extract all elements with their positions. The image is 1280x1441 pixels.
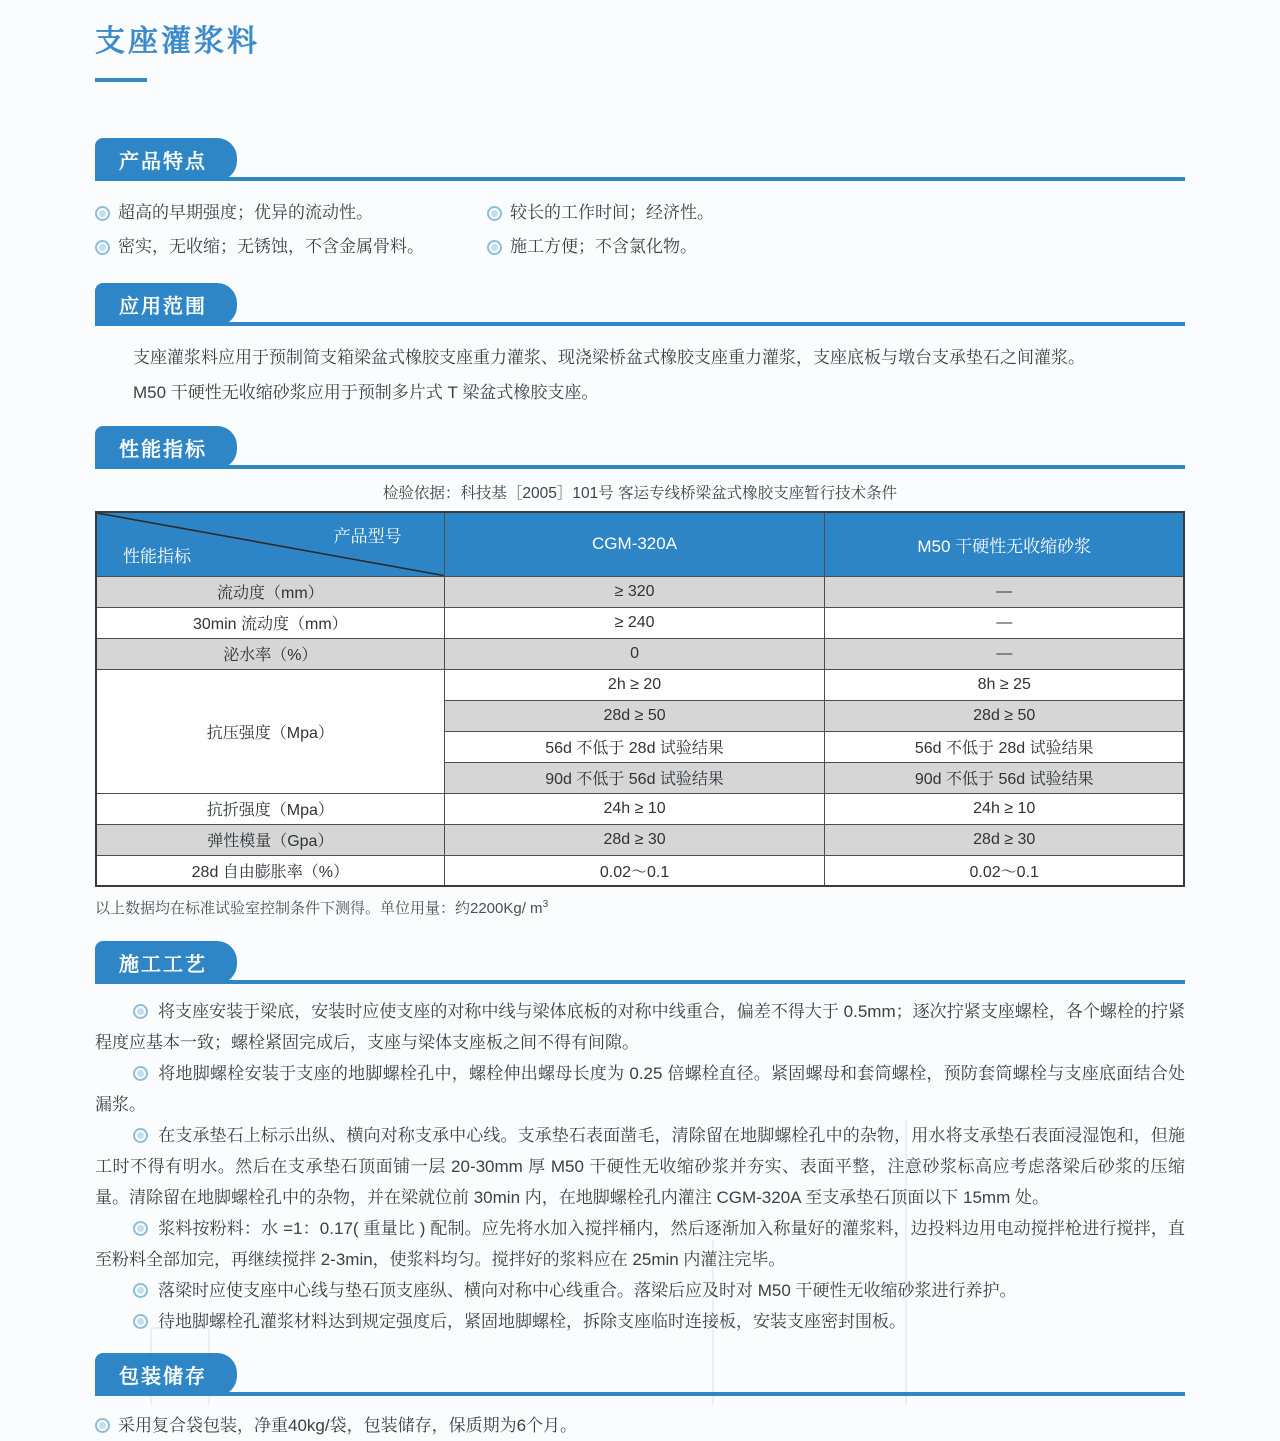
cell-value: 28d ≥ 50 (825, 700, 1184, 731)
section-packaging-heading (95, 1353, 1185, 1396)
double-circle-bullet-icon (133, 1128, 148, 1143)
step-text: 在支承垫石上标示出纵、横向对称支承中心线。支承垫石表面凿毛，清除留在地脚螺栓孔中的杂物，用水将支承垫石表面浸湿饱和，但施工时不得有明水。然后在支承垫石顶面铺一层 20-30mm 厚 M50 干硬性无收缩砂浆并夯实、表面平整，注意砂浆标高应考虑落梁后砂浆的压缩量。清除留在地脚螺栓孔中的杂物，并在梁就位前 30min 内，在地脚螺栓孔内灌注 CGM-320A 至支承垫石顶面以下 15mm 处。 (95, 1126, 1185, 1207)
cell-value: 8h ≥ 25 (825, 669, 1184, 700)
application-line: M50 干硬性无收缩砂浆应用于预制多片式 T 梁盆式橡胶支座。 (133, 383, 599, 402)
cell-value: 0.02～0.1 (825, 855, 1184, 886)
table-row (96, 607, 1184, 638)
row-label: 流动度（mm） (96, 576, 444, 607)
table-row (96, 669, 1184, 700)
double-circle-bullet-icon (133, 1004, 148, 1019)
cell-value: 28d ≥ 50 (444, 700, 825, 731)
cell-value: 90d 不低于 56d 试验结果 (444, 762, 825, 793)
cell-value: 56d 不低于 28d 试验结果 (825, 731, 1184, 762)
row-label: 弹性模量（Gpa） (96, 824, 444, 855)
row-label: 30min 流动度（mm） (96, 607, 444, 638)
step-text: 将地脚螺栓安装于支座的地脚螺栓孔中，螺栓伸出螺母长度为 0.25 倍螺栓直径。紧固螺母和套筒螺栓，预防套筒螺栓与支座底面结合处漏浆。 (95, 1064, 1185, 1114)
page-title: 支座灌浆料 (95, 25, 260, 58)
cell-value: — (825, 638, 1184, 669)
double-circle-bullet-icon (95, 240, 110, 255)
cell-value: — (825, 607, 1184, 638)
construction-step (95, 1213, 1185, 1275)
row-label: 抗折强度（Mpa） (96, 793, 444, 824)
section-application-heading (95, 283, 1185, 326)
construction-step (95, 1275, 1185, 1306)
application-text (95, 340, 1185, 410)
test-basis: 检验依据：科技基［2005］101号 客运专线桥梁盆式橡胶支座暂行技术条件 (382, 485, 898, 502)
list-item (95, 231, 487, 263)
section-badge: 产品特点 (95, 138, 237, 181)
packaging-line: 采用复合袋包装，净重40kg/袋，包装储存，保质期为6个月。 (118, 1416, 578, 1435)
table-row (96, 824, 1184, 855)
construction-step (95, 1058, 1185, 1120)
corner-label-product-model: 产品型号 (333, 527, 402, 546)
double-circle-bullet-icon (133, 1221, 148, 1236)
list-item (487, 197, 1185, 229)
photo-artifact (712, 1240, 714, 1405)
step-text: 将支座安装于梁底，安装时应使支座的对称中线与梁体底板的对称中线重合，偏差不得大于 0.5mm；逐次拧紧支座螺栓，各个螺栓的拧紧程度应基本一致；螺栓紧固完成后，支座与梁体支座板之间不得有间隙。 (95, 1002, 1185, 1052)
step-text: 浆料按粉料：水 =1：0.17( 重量比 ) 配制。应先将水加入搅拌桶内，然后逐渐加入称量好的灌浆料，边投料边用电动搅拌枪进行搅拌，直至粉料全部加完，再继续搅拌 2-3min，使浆料均匀。搅拌好的浆料应在 25min 内灌注完毕。 (95, 1219, 1185, 1269)
footnote-superscript: 3 (542, 899, 549, 910)
cell-value: 28d ≥ 30 (825, 824, 1184, 855)
packaging-text (95, 1410, 1185, 1441)
section-badge: 应用范围 (95, 283, 237, 326)
feature-text: 超高的早期强度；优异的流动性。 (118, 203, 373, 222)
diagonal-header-cell (96, 512, 444, 576)
section-performance-heading (95, 426, 1185, 469)
table-footnote (95, 897, 1185, 918)
cell-value: 24h ≥ 10 (825, 793, 1184, 824)
table-header-row (96, 512, 1184, 576)
photo-artifact (905, 1120, 907, 1405)
feature-list (95, 197, 1185, 263)
title-underline (95, 78, 147, 82)
cell-value: 56d 不低于 28d 试验结果 (444, 731, 825, 762)
cell-value: 0.02～0.1 (444, 855, 825, 886)
table-row (96, 855, 1184, 886)
application-line: 支座灌浆料应用于预制简支箱梁盆式橡胶支座重力灌浆、现浇梁桥盆式橡胶支座重力灌浆，支座底板与墩台支承垫石之间灌浆。 (133, 348, 1085, 367)
column-header: CGM-320A (444, 512, 825, 576)
table-row (96, 793, 1184, 824)
cell-value: 90d 不低于 56d 试验结果 (825, 762, 1184, 793)
feature-text: 施工方便；不含氯化物。 (510, 237, 697, 256)
construction-step (95, 1306, 1185, 1337)
cell-value: 24h ≥ 10 (444, 793, 825, 824)
list-item (95, 197, 487, 229)
feature-text: 密实，无收缩；无锈蚀，不含金属骨料。 (118, 237, 424, 256)
section-features-heading (95, 138, 1185, 181)
section-rule (95, 322, 1185, 326)
cell-value: 2h ≥ 20 (444, 669, 825, 700)
section-rule (95, 1392, 1185, 1396)
construction-step (95, 1120, 1185, 1213)
double-circle-bullet-icon (133, 1314, 148, 1329)
cell-value: ≥ 320 (444, 576, 825, 607)
section-badge: 性能指标 (95, 426, 237, 469)
section-construction-heading (95, 941, 1185, 984)
cell-value: — (825, 576, 1184, 607)
section-rule (95, 177, 1185, 181)
double-circle-bullet-icon (487, 240, 502, 255)
step-text: 待地脚螺栓孔灌浆材料达到规定强度后，紧固地脚螺栓，拆除支座临时连接板，安装支座密封围板。 (158, 1312, 906, 1331)
section-badge: 包装储存 (95, 1353, 237, 1396)
footnote-text: 以上数据均在标准试验室控制条件下测得。单位用量：约2200Kg/ m (95, 900, 543, 917)
cell-value: ≥ 240 (444, 607, 825, 638)
double-circle-bullet-icon (133, 1066, 148, 1081)
double-circle-bullet-icon (95, 1418, 110, 1433)
construction-step (95, 996, 1185, 1058)
performance-table (95, 511, 1185, 887)
feature-text: 较长的工作时间；经济性。 (510, 203, 714, 222)
corner-label-performance-index: 性能指标 (123, 546, 191, 566)
row-label: 28d 自由膨胀率（%） (96, 855, 444, 886)
row-label-compressive: 抗压强度（Mpa） (96, 669, 444, 793)
section-rule (95, 465, 1185, 469)
row-label: 泌水率（%） (96, 638, 444, 669)
cell-value: 28d ≥ 30 (444, 824, 825, 855)
table-row (96, 576, 1184, 607)
column-header: M50 干硬性无收缩砂浆 (825, 512, 1184, 576)
cell-value: 0 (444, 638, 825, 669)
double-circle-bullet-icon (487, 206, 502, 221)
list-item (487, 231, 1185, 263)
table-row (96, 638, 1184, 669)
double-circle-bullet-icon (133, 1283, 148, 1298)
construction-steps (95, 996, 1185, 1337)
double-circle-bullet-icon (95, 206, 110, 221)
section-badge: 施工工艺 (95, 941, 237, 984)
step-text: 落梁时应使支座中心线与垫石顶支座纵、横向对称中心线重合。落梁后应及时对 M50 干硬性无收缩砂浆进行养护。 (158, 1281, 1017, 1300)
section-rule (95, 980, 1185, 984)
